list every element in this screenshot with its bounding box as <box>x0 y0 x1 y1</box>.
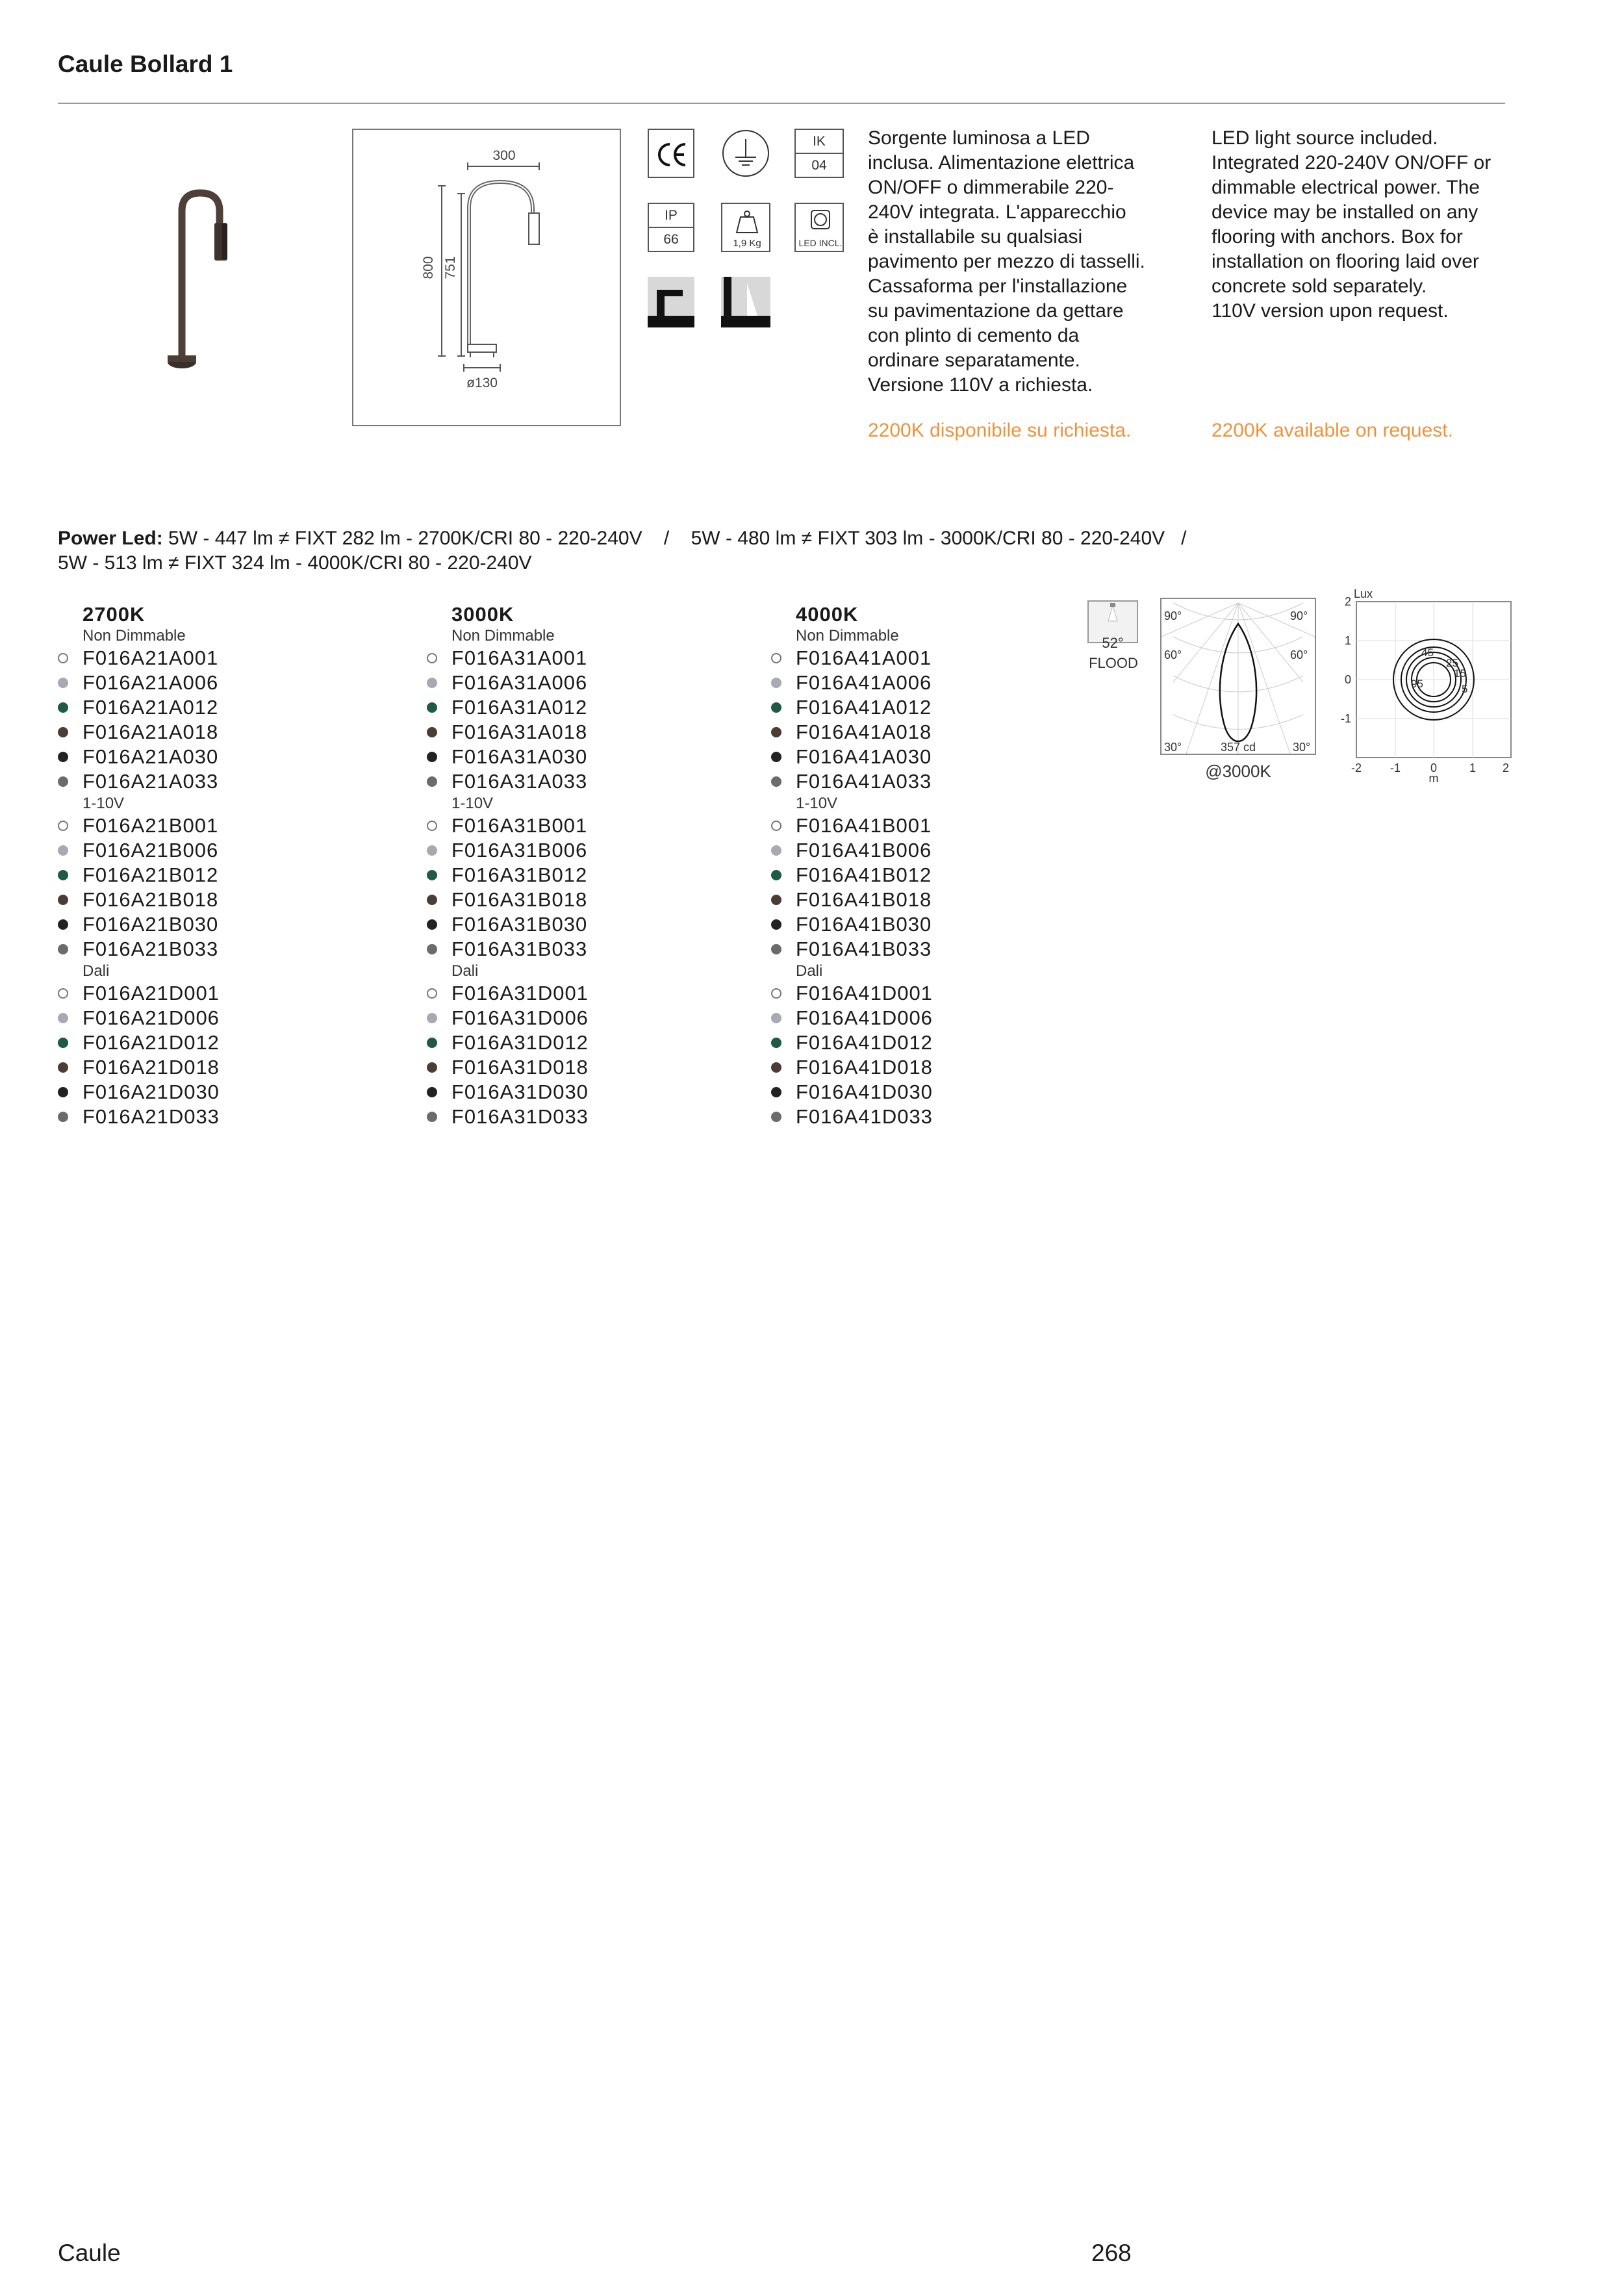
product-code-row <box>427 1006 589 1030</box>
product-code-row <box>58 646 220 671</box>
finish-color-swatch <box>58 1013 68 1023</box>
finish-color-swatch <box>427 895 437 905</box>
column-heading: 3000K <box>451 603 514 626</box>
finish-color-swatch <box>58 944 68 954</box>
codes-column-4000k <box>771 603 933 1129</box>
dimming-group-label: Dali <box>796 962 823 980</box>
description-line: LED light source included. <box>1212 127 1438 149</box>
product-code: F016A31B030 <box>451 913 588 936</box>
product-photo <box>149 185 260 374</box>
product-code: F016A31D001 <box>451 982 589 1004</box>
ip-rating-badge <box>648 203 694 252</box>
description-line: 240V integrata. L'apparecchio <box>868 201 1126 223</box>
finish-color-swatch <box>58 678 68 688</box>
product-code-row <box>771 838 933 863</box>
isolux-x-unit: m <box>1428 772 1439 785</box>
product-code: F016A21A018 <box>82 721 219 743</box>
product-code-row <box>58 912 220 937</box>
description-english <box>1212 126 1491 324</box>
product-code-row <box>427 888 589 912</box>
finish-color-swatch <box>427 870 437 880</box>
product-code-row <box>58 888 220 912</box>
page-title: Caule Bollard 1 <box>58 51 233 77</box>
product-code-row <box>427 813 589 838</box>
drawing-base-label: ø130 <box>466 376 498 390</box>
drawing-width-label: 300 <box>492 148 516 163</box>
product-code-row <box>58 838 220 863</box>
dimming-group-label: 1-10V <box>82 795 125 812</box>
isolux-level-5: 5 <box>1462 683 1468 695</box>
isolux-level-45: 45 <box>1421 646 1434 659</box>
product-code: F016A41A001 <box>796 646 932 669</box>
product-code: F016A41D001 <box>796 982 933 1004</box>
power-led-line-2: 5W - 513 lm ≠ FIXT 324 lm - 4000K/CRI 80 - 220-240V <box>58 552 532 574</box>
finish-color-swatch <box>771 845 781 856</box>
product-code-row <box>771 863 933 888</box>
product-code: F016A21A006 <box>82 671 219 694</box>
beam-angle-value: 52° <box>1102 635 1124 651</box>
finish-color-swatch <box>771 752 781 762</box>
finish-color-swatch <box>771 702 781 713</box>
product-code-row <box>771 981 933 1006</box>
polar-light-distribution-chart <box>1160 598 1316 759</box>
note-english: 2200K available on request. <box>1212 420 1453 441</box>
beam-type-label: FLOOD <box>1089 655 1138 671</box>
product-code-row <box>771 1080 933 1105</box>
drawing-height-inner-label: 751 <box>443 256 458 279</box>
product-code: F016A21A030 <box>82 745 219 768</box>
finish-color-swatch <box>58 821 68 831</box>
product-code-row <box>58 937 220 962</box>
description-line: Cassaforma per l'installazione <box>868 275 1128 297</box>
product-code: F016A31D033 <box>451 1105 589 1128</box>
product-code: F016A41D006 <box>796 1006 933 1029</box>
finish-color-swatch <box>771 1087 781 1097</box>
floor-install-icon <box>648 277 694 327</box>
product-code: F016A41A018 <box>796 721 932 743</box>
dimming-group-label: Non Dimmable <box>451 627 555 645</box>
polar-label-60-left: 60° <box>1164 648 1182 661</box>
polar-label-30-left: 30° <box>1164 741 1182 754</box>
product-code-row <box>771 695 933 720</box>
isolux-x-tick-1: 1 <box>1469 761 1477 774</box>
product-code: F016A41B018 <box>796 888 932 911</box>
finish-color-swatch <box>427 678 437 688</box>
column-heading: 2700K <box>82 603 146 626</box>
product-code-row <box>771 720 933 745</box>
product-code-row <box>58 1080 220 1105</box>
finish-color-swatch <box>771 988 781 999</box>
product-code: F016A41B030 <box>796 913 932 936</box>
product-code: F016A41B012 <box>796 863 932 886</box>
product-code-row <box>427 838 589 863</box>
description-line: installation on flooring laid over <box>1212 251 1479 272</box>
product-code-row <box>58 981 220 1006</box>
dimming-group-label: Non Dimmable <box>796 627 899 645</box>
product-code-row <box>427 1080 589 1105</box>
description-line: 110V version upon request. <box>1212 300 1449 322</box>
finish-color-swatch <box>427 776 437 787</box>
finish-color-swatch <box>58 1087 68 1097</box>
finish-color-swatch <box>58 895 68 905</box>
polar-intensity-label: 357 cd <box>1220 741 1256 754</box>
finish-color-swatch <box>427 653 437 663</box>
product-code-row <box>58 813 220 838</box>
finish-color-swatch <box>771 1062 781 1073</box>
isolux-y-tick-1: 1 <box>1345 634 1352 647</box>
isolux-y-unit: Lux <box>1354 587 1373 600</box>
product-code: F016A21B006 <box>82 839 219 862</box>
finish-color-swatch <box>427 1062 437 1073</box>
product-code: F016A21D030 <box>82 1080 220 1103</box>
ip-rating-label: IP <box>649 204 693 228</box>
isolux-x-tick-2: 2 <box>1502 761 1510 774</box>
finish-color-swatch <box>58 702 68 713</box>
product-code-row <box>427 745 589 769</box>
weight-icon <box>721 203 770 252</box>
product-code-row <box>58 1030 220 1055</box>
polar-label-90-right: 90° <box>1290 609 1308 622</box>
product-code: F016A41D033 <box>796 1105 933 1128</box>
description-line: su pavimentazione da gettare <box>868 300 1124 322</box>
description-line: inclusa. Alimentazione elettrica <box>868 152 1135 173</box>
dimming-group-label: Non Dimmable <box>82 627 186 645</box>
finish-color-swatch <box>427 752 437 762</box>
product-code: F016A21B012 <box>82 863 219 886</box>
product-code: F016A41B033 <box>796 938 932 960</box>
finish-color-swatch <box>771 678 781 688</box>
polar-label-30-right: 30° <box>1293 741 1311 754</box>
finish-color-swatch <box>771 1112 781 1122</box>
product-code: F016A31D018 <box>451 1056 589 1079</box>
led-included-label: LED INCL. <box>798 238 843 248</box>
product-code: F016A31A012 <box>451 696 588 719</box>
product-code-row <box>427 937 589 962</box>
weight-value: 1,9 Kg <box>733 238 761 249</box>
product-code: F016A31A001 <box>451 646 588 669</box>
finish-color-swatch <box>58 653 68 663</box>
finish-color-swatch <box>771 653 781 663</box>
finish-color-swatch <box>427 1013 437 1023</box>
product-code: F016A41A033 <box>796 770 932 793</box>
product-code: F016A21B001 <box>82 814 219 837</box>
power-led-label: Power Led: <box>58 528 163 549</box>
description-line: Integrated 220-240V ON/OFF or <box>1212 152 1491 173</box>
product-code-row <box>427 695 589 720</box>
product-code: F016A41D012 <box>796 1031 933 1054</box>
product-code-row <box>58 769 220 794</box>
description-line: device may be installed on any <box>1212 201 1478 223</box>
product-code: F016A31B018 <box>451 888 588 911</box>
codes-column-2700k <box>58 603 220 1129</box>
product-code: F016A21B018 <box>82 888 219 911</box>
ik-rating-badge <box>794 129 844 178</box>
title-divider <box>58 103 1505 104</box>
product-code-row <box>771 912 933 937</box>
product-code-row <box>771 745 933 769</box>
finish-color-swatch <box>58 988 68 999</box>
column-heading: 4000K <box>796 603 859 626</box>
product-code-row <box>771 813 933 838</box>
finish-color-swatch <box>58 727 68 737</box>
description-line: ordinare separatamente. <box>868 350 1080 371</box>
description-line: flooring with anchors. Box for <box>1212 226 1463 248</box>
polar-chart-caption: @3000K <box>1205 761 1271 781</box>
product-code-row <box>771 769 933 794</box>
product-code: F016A41B006 <box>796 839 932 862</box>
finish-color-swatch <box>427 1112 437 1122</box>
isolux-level-95: 95 <box>1411 678 1423 690</box>
product-code: F016A31A006 <box>451 671 588 694</box>
product-code-row <box>771 671 933 695</box>
dimming-group-label: Dali <box>451 962 479 980</box>
product-code-row <box>427 646 589 671</box>
product-code: F016A21D006 <box>82 1006 220 1029</box>
product-code: F016A21D033 <box>82 1105 220 1128</box>
isolux-chart <box>1338 585 1514 786</box>
finish-color-swatch <box>58 1112 68 1122</box>
product-code: F016A41D018 <box>796 1056 933 1079</box>
footer-collection-name: Caule <box>58 2240 121 2266</box>
finish-color-swatch <box>771 1038 781 1048</box>
product-code: F016A21D018 <box>82 1056 220 1079</box>
product-code: F016A31A018 <box>451 721 588 743</box>
product-code-row <box>58 695 220 720</box>
product-code-row <box>771 937 933 962</box>
isolux-y-tick-2: 2 <box>1345 595 1352 608</box>
description-line: ON/OFF o dimmerabile 220- <box>868 177 1114 198</box>
isolux-level-25: 25 <box>1446 657 1458 669</box>
isolux-level-15: 15 <box>1454 667 1466 680</box>
isolux-y-tick-minus-1: -1 <box>1341 712 1352 725</box>
technical-drawing <box>352 129 621 426</box>
product-code: F016A41D030 <box>796 1080 933 1103</box>
product-code: F016A41B001 <box>796 814 932 837</box>
finish-color-swatch <box>771 944 781 954</box>
dimming-group-label: Dali <box>82 962 110 980</box>
finish-color-swatch <box>58 845 68 856</box>
finish-color-swatch <box>427 919 437 930</box>
product-code: F016A31A033 <box>451 770 588 793</box>
product-code: F016A31B033 <box>451 938 588 960</box>
product-code-row <box>58 671 220 695</box>
product-code-row <box>58 1055 220 1080</box>
description-line: Versione 110V a richiesta. <box>868 374 1093 396</box>
product-code: F016A31D030 <box>451 1080 589 1103</box>
finish-color-swatch <box>427 845 437 856</box>
polar-label-90-left: 90° <box>1164 609 1182 622</box>
finish-color-swatch <box>771 727 781 737</box>
product-code: F016A21A001 <box>82 646 219 669</box>
drawing-height-total-label: 800 <box>421 256 436 279</box>
finish-color-swatch <box>427 988 437 999</box>
product-code-row <box>427 671 589 695</box>
product-code: F016A31D006 <box>451 1006 589 1029</box>
dimming-group-label: 1-10V <box>451 795 494 812</box>
finish-color-swatch <box>58 752 68 762</box>
product-code: F016A41A012 <box>796 696 932 719</box>
product-code-row <box>771 1055 933 1080</box>
product-code: F016A31A030 <box>451 745 588 768</box>
concrete-install-icon <box>721 277 770 327</box>
product-code-row <box>58 745 220 769</box>
power-led-line-1: 5W - 447 lm ≠ FIXT 282 lm - 2700K/CRI 80 - 220-240V / 5W - 480 lm ≠ FIXT 303 lm - 3000K/CRI 80 - 220-240V / <box>162 528 1187 549</box>
product-code: F016A21A012 <box>82 696 219 719</box>
note-italian: 2200K disponibile su richiesta. <box>868 420 1132 441</box>
product-code-row <box>427 720 589 745</box>
product-code-row <box>427 1055 589 1080</box>
description-line: è installabile su qualsiasi <box>868 226 1083 248</box>
finish-color-swatch <box>771 1013 781 1023</box>
finish-color-swatch <box>427 944 437 954</box>
finish-color-swatch <box>427 821 437 831</box>
led-included-icon <box>794 203 844 252</box>
footer-page-number: 268 <box>1091 2240 1132 2266</box>
product-code-row <box>771 1105 933 1129</box>
isolux-x-tick-minus-2: -2 <box>1351 761 1362 774</box>
description-line: pavimento per mezzo di tasselli. <box>868 251 1145 272</box>
finish-color-swatch <box>427 1087 437 1097</box>
product-code: F016A21B030 <box>82 913 219 936</box>
product-code: F016A31B006 <box>451 839 588 862</box>
product-code: F016A21D001 <box>82 982 220 1004</box>
ik-rating-value: 04 <box>811 157 827 173</box>
product-code-row <box>58 720 220 745</box>
power-led-specs <box>58 526 1357 576</box>
product-code-row <box>771 888 933 912</box>
product-code: F016A21A033 <box>82 770 219 793</box>
ik-rating-label: IK <box>796 130 843 154</box>
description-line: concrete sold separately. <box>1212 275 1427 297</box>
codes-column-3000k <box>427 603 589 1129</box>
product-code-row <box>427 769 589 794</box>
polar-label-60-right: 60° <box>1290 648 1308 661</box>
ce-mark-icon <box>648 129 694 178</box>
isolux-x-tick-0: 0 <box>1430 761 1438 774</box>
product-code: F016A31D012 <box>451 1031 589 1054</box>
finish-color-swatch <box>771 895 781 905</box>
description-italian <box>868 126 1145 398</box>
earth-ground-icon <box>721 129 770 178</box>
description-line: dimmable electrical power. The <box>1212 177 1480 198</box>
finish-color-swatch <box>427 727 437 737</box>
product-code: F016A31B001 <box>451 814 588 837</box>
product-code-row <box>58 1006 220 1030</box>
finish-color-swatch <box>427 702 437 713</box>
product-code-row <box>771 1006 933 1030</box>
isolux-x-tick-minus-1: -1 <box>1389 761 1401 774</box>
finish-color-swatch <box>771 821 781 831</box>
description-line: Sorgente luminosa a LED <box>868 127 1090 149</box>
isolux-y-tick-0: 0 <box>1345 673 1352 686</box>
finish-color-swatch <box>58 919 68 930</box>
product-code: F016A31B012 <box>451 863 588 886</box>
finish-color-swatch <box>58 870 68 880</box>
finish-color-swatch <box>58 1038 68 1048</box>
description-line: con plinto di cemento da <box>868 325 1080 346</box>
product-code: F016A41A006 <box>796 671 932 694</box>
product-code-row <box>58 863 220 888</box>
finish-color-swatch <box>58 776 68 787</box>
product-code-row <box>771 1030 933 1055</box>
product-code: F016A41A030 <box>796 745 932 768</box>
dimming-group-label: 1-10V <box>796 795 838 812</box>
finish-color-swatch <box>427 1038 437 1048</box>
finish-color-swatch <box>771 870 781 880</box>
product-code-row <box>427 912 589 937</box>
product-code: F016A21D012 <box>82 1031 220 1054</box>
product-code-row <box>58 1105 220 1129</box>
product-code-row <box>427 1105 589 1129</box>
finish-color-swatch <box>771 776 781 787</box>
product-code-row <box>427 981 589 1006</box>
product-code-row <box>427 1030 589 1055</box>
product-code-row <box>427 863 589 888</box>
finish-color-swatch <box>771 919 781 930</box>
product-code-row <box>771 646 933 671</box>
product-code: F016A21B033 <box>82 938 219 960</box>
ip-rating-value: 66 <box>663 231 679 247</box>
finish-color-swatch <box>58 1062 68 1073</box>
